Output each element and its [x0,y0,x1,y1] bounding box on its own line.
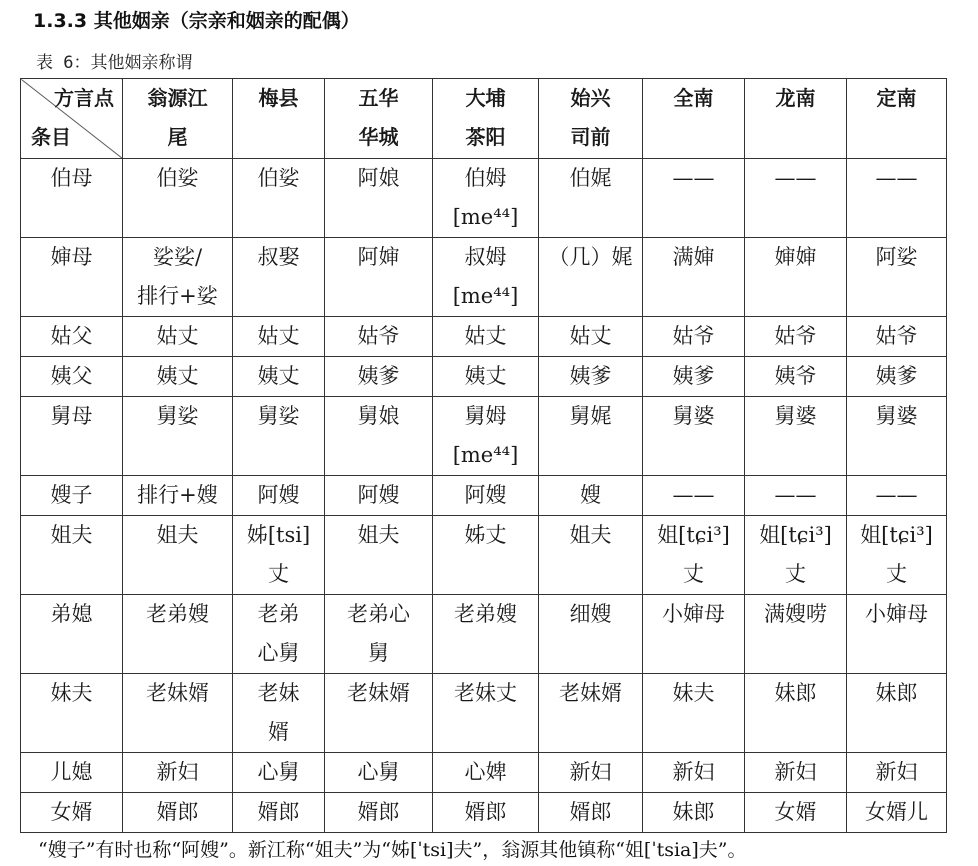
row-label: 姐夫 [21,516,123,595]
table-cell: 心婢 [433,753,539,793]
column-header: 始兴 司前 [539,79,643,159]
kinship-terms-table [20,78,947,833]
table-cell: 叔姆 [me⁴⁴] [433,238,539,317]
table-cell: —— [745,159,847,238]
header-row [21,79,947,159]
footnote: “嫂子”有时也称“阿嫂”。新江称“姐夫”为“姊[ˈtsi]夫”，翁源其他镇称“姐[ˈtsia]夫”。 [38,839,747,861]
table-cell: 娑娑/ 排行+娑 [123,238,233,317]
table-cell: 舅婆 [847,397,947,476]
table-cell: 姨爹 [325,357,433,397]
column-header: 定南 [847,79,947,159]
table-cell: 阿嫂 [233,476,325,516]
table-cell: 新妇 [539,753,643,793]
row-label: 弟媳 [21,595,123,674]
table-row [21,753,947,793]
table-cell: 新妇 [745,753,847,793]
table-cell: 姑爷 [325,317,433,357]
table-cell: 细嫂 [539,595,643,674]
table-cell: 老弟嫂 [433,595,539,674]
table-cell: 姑丈 [539,317,643,357]
table-cell: 舅姆 [me⁴⁴] [433,397,539,476]
table-cell: 伯娓 [539,159,643,238]
table-cell: 阿娑 [847,238,947,317]
table-cell: 阿嫂 [433,476,539,516]
table-cell: 舅娑 [123,397,233,476]
table-cell: 姊丈 [433,516,539,595]
row-label: 女婿 [21,793,123,833]
column-header: 大埔 茶阳 [433,79,539,159]
table-cell: 阿嫂 [325,476,433,516]
table-row [21,516,947,595]
table-cell: 新妇 [847,753,947,793]
table-cell: 伯娑 [123,159,233,238]
table-cell: 姨爹 [847,357,947,397]
table-cell: 老妹婿 [539,674,643,753]
table-cell: 婿郎 [325,793,433,833]
table-cell: 姑爷 [847,317,947,357]
table-cell: 伯娑 [233,159,325,238]
table-cell: 小婶母 [847,595,947,674]
row-label: 姨父 [21,357,123,397]
table-row [21,159,947,238]
table-cell: 老妹丈 [433,674,539,753]
table-cell: 姑丈 [433,317,539,357]
table-cell: 姐[tɕi³] 丈 [643,516,745,595]
table-cell: —— [643,476,745,516]
table-cell: 姐夫 [325,516,433,595]
row-label: 伯母 [21,159,123,238]
corner-top-label: 方言点 [54,86,114,110]
table-cell: 妹郎 [847,674,947,753]
table-row [21,357,947,397]
table-caption: 表 6：其他姻亲称谓 [36,53,193,73]
table-cell: 老弟 心舅 [233,595,325,674]
table-cell: 阿娘 [325,159,433,238]
corner-bottom-label: 条目 [31,125,71,149]
table-row [21,793,947,833]
table-cell: 叔娶 [233,238,325,317]
table-cell: 心舅 [325,753,433,793]
table-cell: 婿郎 [433,793,539,833]
corner-cell [21,79,123,159]
table-cell: 姨丈 [433,357,539,397]
table-cell: 心舅 [233,753,325,793]
table-cell: 老弟心 舅 [325,595,433,674]
table-cell: 姨丈 [123,357,233,397]
table-cell: （几）娓 [539,238,643,317]
table-cell: 舅婆 [745,397,847,476]
table-cell: —— [847,159,947,238]
table-cell: 舅娑 [233,397,325,476]
section-heading: 1.3.3 其他姻亲（宗亲和姻亲的配偶） [33,10,360,32]
table-cell: 排行+嫂 [123,476,233,516]
column-header: 梅县 [233,79,325,159]
table-cell: 姐[tɕi³] 丈 [745,516,847,595]
table-cell: 姑丈 [233,317,325,357]
table-cell: 满婶 [643,238,745,317]
table-cell: 满嫂唠 [745,595,847,674]
table-cell: 姑爷 [643,317,745,357]
row-label: 婶母 [21,238,123,317]
column-header: 龙南 [745,79,847,159]
table-cell: 妹郎 [745,674,847,753]
table-row [21,476,947,516]
table-cell: —— [847,476,947,516]
table-cell: 婿郎 [123,793,233,833]
table-cell: 新妇 [643,753,745,793]
table-cell: 婶婶 [745,238,847,317]
table-cell: 嫂 [539,476,643,516]
column-header: 翁源江 尾 [123,79,233,159]
table-row [21,317,947,357]
column-header: 五华 华城 [325,79,433,159]
table-cell: 姑丈 [123,317,233,357]
table-row [21,674,947,753]
table-cell: 姐夫 [123,516,233,595]
table-cell: 婿郎 [539,793,643,833]
table-row [21,238,947,317]
table-cell: 女婿儿 [847,793,947,833]
table-cell: 老妹婿 [123,674,233,753]
column-header: 全南 [643,79,745,159]
table-cell: 舅娓 [539,397,643,476]
table-cell: 舅婆 [643,397,745,476]
table-cell: 姨爷 [745,357,847,397]
table-cell: 老妹婿 [325,674,433,753]
row-label: 姑父 [21,317,123,357]
table-cell: 姐夫 [539,516,643,595]
table-cell: 姑爷 [745,317,847,357]
table-cell: —— [643,159,745,238]
table-cell: 姊[tsi] 丈 [233,516,325,595]
row-label: 儿媳 [21,753,123,793]
table-cell: 老妹 婿 [233,674,325,753]
table-cell: 姐[tɕi³] 丈 [847,516,947,595]
table-cell: 新妇 [123,753,233,793]
row-label: 妹夫 [21,674,123,753]
row-label: 嫂子 [21,476,123,516]
table-cell: 姨爹 [643,357,745,397]
table-cell: 舅娘 [325,397,433,476]
table-cell: 伯姆 [me⁴⁴] [433,159,539,238]
table-cell: 婿郎 [233,793,325,833]
table-cell: 妹郎 [643,793,745,833]
table-cell: 姨爹 [539,357,643,397]
table-cell: 小婶母 [643,595,745,674]
table-row [21,397,947,476]
table-cell: 阿婶 [325,238,433,317]
table-row [21,595,947,674]
table-cell: 姨丈 [233,357,325,397]
table-cell: —— [745,476,847,516]
row-label: 舅母 [21,397,123,476]
table-cell: 老弟嫂 [123,595,233,674]
table-cell: 女婿 [745,793,847,833]
table-cell: 妹夫 [643,674,745,753]
